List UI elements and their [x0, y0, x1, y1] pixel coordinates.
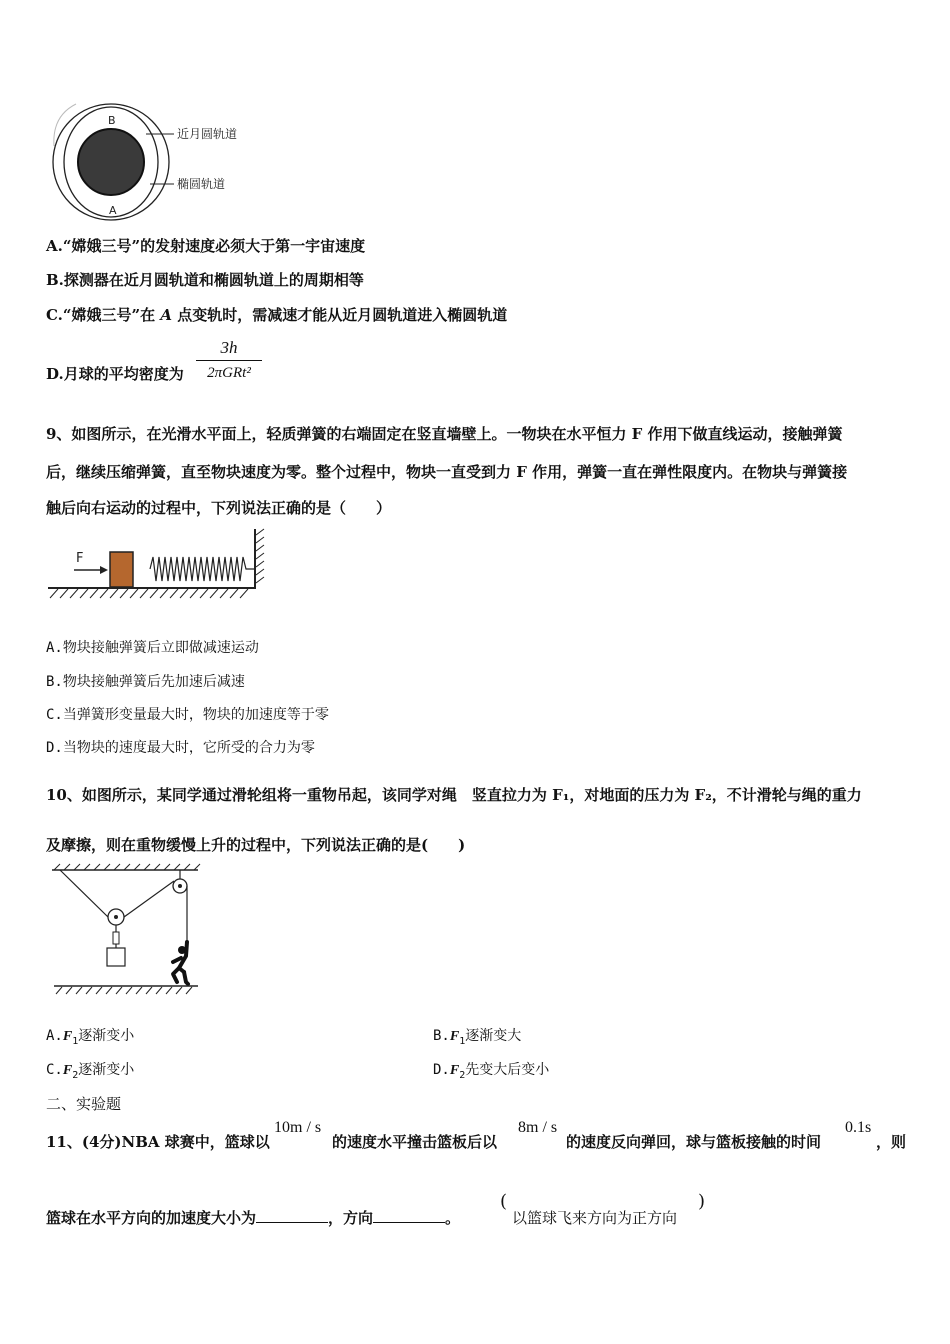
spring	[150, 557, 254, 581]
q9-option-d: D.当物块的速度最大时，它所受的合力为零	[46, 740, 315, 756]
q9-option-b: B.物块接触弹簧后先加速后减速	[46, 674, 245, 690]
q11-v1: 10m / s	[274, 1119, 322, 1136]
q10-option-c	[46, 1060, 134, 1086]
q11-paren-close: )	[698, 1191, 706, 1212]
q9-line-3: 触后向右运动的过程中，下列说法正确的是（ ）	[46, 499, 392, 517]
q9-line-1: 9、如图所示，在光滑水平面上，轻质弹簧的右端固定在竖直墙壁上。一物块在水平恒力 F 作用下做直线运动，接触弹簧	[46, 425, 843, 443]
pulley-figure	[48, 862, 203, 997]
answer-blank-magnitude[interactable]	[256, 1208, 328, 1223]
q10-line-2: 及摩擦，则在重物缓慢上升的过程中，下列说法正确的是( )	[46, 836, 466, 854]
q10-b-pre: B.	[433, 1028, 450, 1044]
q10-option-b	[433, 1026, 521, 1052]
q11-part-3: 的速度反向弹回，球与篮板接触的时间	[566, 1133, 822, 1151]
moon-orbit-figure	[46, 96, 266, 226]
q10-c-sub: 2	[72, 1069, 79, 1081]
q11-line2-post: 。	[445, 1209, 461, 1227]
fraction-bar	[196, 360, 262, 361]
q8-c-post: 点变轨时，需减速才能从近月圆轨道进入椭圆轨道	[177, 306, 508, 324]
q11-v2: 8m / s	[518, 1119, 558, 1136]
answer-blank-direction[interactable]	[373, 1208, 445, 1223]
q10-a-sub: 1	[72, 1035, 79, 1047]
label-circular-orbit: 近月圆轨道	[177, 127, 238, 141]
q8-option-a: A.“嫦娥三号”的发射速度必须大于第一宇宙速度	[46, 237, 366, 255]
q9-option-c: C.当弹簧形变量最大时，物块的加速度等于零	[46, 707, 329, 723]
q10-option-a	[46, 1026, 134, 1052]
q11-part-2: 的速度水平撞击篮板后以	[332, 1133, 498, 1151]
q8-option-d: D.月球的平均密度为	[46, 365, 184, 383]
q10-a-var: F	[62, 1029, 73, 1044]
q8-option-c	[46, 305, 507, 325]
q10-b-post: 逐渐变大	[465, 1028, 522, 1044]
q11-line-2	[46, 1208, 460, 1228]
q11-line2-mid: ，方向	[328, 1209, 374, 1227]
q10-d-sub: 2	[459, 1069, 466, 1081]
fraction-denominator: 2πGRt²	[207, 365, 251, 381]
q11-paren-text: 以篮球飞来方向为正方向	[512, 1209, 678, 1227]
section-heading: 二、实验题	[46, 1095, 122, 1113]
q10-d-var: F	[449, 1063, 460, 1078]
q10-a-post: 逐渐变小	[78, 1028, 135, 1044]
force-label: F	[76, 551, 84, 566]
q10-a-pre: A.	[46, 1028, 63, 1044]
person	[173, 942, 188, 984]
q10-b-var: F	[449, 1029, 460, 1044]
label-b: B	[108, 114, 116, 127]
q10-c-post: 逐渐变小	[78, 1062, 135, 1078]
q11-part-1: 11、(4分)NBA 球赛中，篮球以	[46, 1133, 270, 1151]
q11-part-4: ，则	[876, 1133, 907, 1151]
q10-d-post: 先变大后变小	[465, 1062, 550, 1078]
q8-option-b: B.探测器在近月圆轨道和椭圆轨道上的周期相等	[46, 271, 364, 289]
q9-option-a: A.物块接触弹簧后立即做减速运动	[46, 640, 259, 656]
q11-t: 0.1s	[845, 1119, 872, 1136]
weight	[107, 948, 125, 966]
q10-c-var: F	[62, 1063, 73, 1078]
q10-line-1: 10、如图所示，某同学通过滑轮组将一重物吊起，该同学对绳 竖直拉力为 F₁，对地面的压力为 F₂，不计滑轮与绳的重力	[46, 786, 862, 804]
q8-c-pre: C.“嫦娥三号”在	[46, 306, 156, 324]
q8-c-var: A	[160, 306, 173, 324]
q10-c-pre: C.	[46, 1062, 63, 1078]
q10-d-pre: D.	[433, 1062, 450, 1078]
q10-b-sub: 1	[459, 1035, 466, 1047]
block	[110, 552, 133, 587]
q11-line2-pre: 篮球在水平方向的加速度大小为	[46, 1209, 257, 1227]
fraction-numerator: 3h	[220, 338, 238, 357]
q11-paren-open: (	[500, 1191, 508, 1212]
label-elliptical-orbit: 椭圆轨道	[177, 177, 226, 191]
spring-block-figure	[44, 527, 269, 607]
q10-option-d	[433, 1060, 549, 1086]
label-a: A	[109, 204, 117, 217]
q9-line-2: 后，继续压缩弹簧，直至物块速度为零。整个过程中，物块一直受到力 F 作用，弹簧一直在弹性限度内。在物块与弹簧接	[46, 463, 848, 481]
density-fraction	[196, 338, 262, 383]
